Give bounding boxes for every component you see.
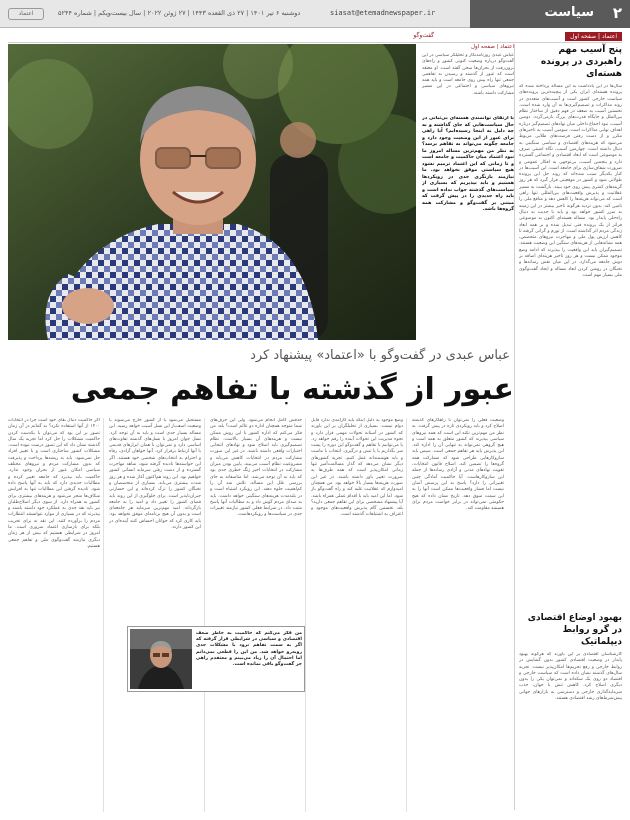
intro-column [422,44,514,340]
intro-text: عباس عبدی روزنامه‌نگار و تحلیلگر سیاسی در این گفت‌وگو درباره وضعیت کنونی کشور و راه‌های برون‌رفت از بحران‌ها سخن گفته است. او معتقد است که عبور از گذشته و رسیدن به تفاهمی جمعی تنها راه پیش روی جامعه است و باید همه نیروهای سیاسی و اجتماعی در این مسیر مشارکت داشته باشند. [422,53,514,96]
column-divider [204,418,205,812]
article-column-4: مستحیل می‌شود یا از کشور خارج می‌شوند یا وضعیت اسف‌بار این نسل آسیب خواهد رسید. این مساله بسیار جدی است و باید به آن توجه کرد. نسل جوان امروز با نسل‌های گذشته تفاوت‌های اساسی دارد و نمی‌توان با همان ابزارهای قدیمی با آنها ارتباط برقرار کرد. آنها خواهان آزادی، رفاه و احترام به انتخاب‌های شخصی خود هستند. اگر این خواسته‌ها نادیده گرفته شود، شاهد مهاجرت گسترده و از دست رفتن سرمایه انسانی کشور خواهیم بود. این روند هم‌اکنون آغاز شده و هر روز شدت بیشتری می‌یابد. بسیاری از متخصصان و نخبگان کشور را ترک کرده‌اند و این خسارتی جبران‌ناپذیر است. برای جلوگیری از این روند باید فضای کشور را تغییر داد و امید را به جامعه بازگرداند. امید مهم‌ترین سرمایه هر جامعه‌ای است و بدون آن هیچ برنامه‌ای موفق نخواهد بود. باید کاری کرد که جوانان احساس کنند آینده‌ای در این کشور دارند. [109,418,201,531]
inset-photo [130,629,192,689]
issue-date-line: دوشنبه ۶ تیر ۱۴۰۱ | ۲۷ ذی القعده ۱۴۴۳ | ۲۷ ژوئن ۲۰۲۲ | سال بیست‌ویکم | شماره ۵۲۴۴ [58,9,301,17]
article-column-3: حذفش کامل انجام می‌شود. ولی این حرف‌های شما متوجه همچنان اداره دو عالم است؟ بله، من فکر می‌کنم که اداره کشور با این روش ممکن نیست و هزینه‌های آن بسیار بالاست. نظام تصمیم‌گیری باید اصلاح شود و نهادهای انتخابی اختیارات واقعی داشته باشند. در غیر این صورت مشارکت مردم در انتخابات کاهش می‌یابد و مشروعیت نظام آسیب می‌بیند. پایین بودن میزان مشارکت در انتخابات اخیر زنگ خطری جدی بود که باید به آن توجه می‌شد. اما متاسفانه به جای بررسی علل این مساله، تلاش شد آن را کم‌اهمیت جلوه دهند. این رویکرد اشتباه است و در بلندمدت هزینه‌های سنگینی خواهد داشت. باید به صدای مردم گوش داد و به مطالبات آنها پاسخ مثبت داد. در شرایط فعلی کشور نیازمند تغییرات جدی در سیاست‌ها و رویکردهاست. [210,418,302,518]
article-kicker: عباس عبدی در گفت‌وگو با «اعتماد» پیشنهاد کرد [250,348,510,363]
divider [8,42,622,43]
intro-lead-text: با ارتقای توانمندی هسته‌ای بی‌ثباتی در حال سیاست‌هایی که جای گذاشته و به چه دلیل به اینجا رسیده‌ایم؟ آیا راهی برای عبور از این وضعیت وجود دارد و جامعه چگونه می‌تواند به تفاهم برسد؟ به نظر من مهم‌ترین مساله امروز ما نبود اعتماد میان حاکمیت و جامعه است و تا زمانی که این اعتماد ترمیم نشود هیچ سیاستی موفق نخواهد بود. ما نیازمند بازنگری جدی در رویکردها هستیم و باید بپذیریم که بسیاری از سیاست‌های گذشته جواب نداده است و باید راه جدیدی را در پیش گرفت که مبتنی بر گفت‌وگو و مشارکت همه گروه‌ها باشد. [422,116,514,212]
inset-portrait [130,629,192,689]
interview-photo [8,44,416,340]
section-title: سیاست [544,5,594,20]
portrait-illustration [8,44,416,340]
sidebar-body-2: کارشناسان اقتصادی بر این باورند که هرگونه بهبود پایدار در وضعیت اقتصادی کشور بدون گشایش در روابط خارجی و رفع تحریم‌ها امکان‌پذیر نیست. تجربه سال‌های گذشته نشان داده است که سیاست خارجی و اقتصاد دو روی یک سکه‌اند و نمی‌توان یکی را بدون دیگری اصلاح کرد. کاهش تنش با جهان، جذب سرمایه‌گذاری خارجی و دسترسی به بازارهای جهانی پیش‌شرط‌های رشد اقتصادی هستند. [519,652,622,702]
sidebar-body-1: سال‌ها در این یادداشت به این مساله پرداخته شده که پرونده هسته‌ای ایران یکی از پیچیده‌ترین پرونده‌های سیاست خارجی کشور است و آسیب‌های متعددی در روند مذاکرات و تصمیم‌گیری‌ها به آن وارد شده است. نخستین آسیب به ضعف در فهم دقیق از ساختار نظام بین‌الملل و جایگاه قدرت‌های بزرگ بازمی‌گردد. دومین آسیب، نبود اجماع داخلی میان نهادهای تصمیم‌گیر درباره اهداف نهایی مذاکرات است. سومین آسیب به تاخیرهای مکرر و از دست رفتن فرصت‌های طلایی مربوط می‌شود که هزینه‌های اقتصادی و سیاسی سنگینی به دنبال داشته است. چهارمین آسیب، نگاه امنیتی صرف به موضوعی است که ابعاد اقتصادی و اجتماعی گسترده دارد و پنجمین آسیب، بی‌توجهی به افکار عمومی و ضرورت شفاف‌سازی برای جامعه است. این آسیب‌ها در کنار یکدیگر سبب شده‌اند که روند حل این پرونده طولانی شود و کشور در موقعیتی قرار گیرد که هر روز گزینه‌های کمتری پیش روی خود ببیند. بازگشت به مسیر عقلانیت و پذیرش واقعیت‌های بین‌المللی تنها راهی است که می‌تواند هزینه‌ها را کاهش دهد و منافع ملی را تامین کند. بدون تردید هرگونه تاخیر بیشتر در این زمینه به ضرر کشور خواهد بود و باید با جدیت به دنبال راه‌حلی پایدار بود. مساله هسته‌ای اکنون به موضوعی فراتر از یک پرونده فنی تبدیل شده و بر همه ابعاد زندگی مردم اثر گذاشته است. از تورم و گرانی گرفته تا کاهش ارزش پول ملی و مهاجرت نیروهای متخصص، همه نشانه‌هایی از هزینه‌های سنگین این وضعیت هستند. تصمیم‌گیران باید این واقعیت را بپذیرند که ادامه وضع موجود ممکن نیست و هر روز تاخیر هزینه‌ای اضافه بر دوش جامعه می‌گذارد. در این میان نقش رسانه‌ها و نخبگان در روشن کردن ابعاد مساله و ایجاد گفت‌وگوی ملی بسیار مهم است. [519,84,622,278]
article-headline: عبور از گذشته با تفاهم جمعی [70,372,514,407]
section-email: siasat@etemadnewspaper.ir [330,9,436,17]
inset-quote-box [127,626,305,692]
sidebar-tag: اعتماد | صفحه اول [565,32,622,41]
interview-tag: گفت‌وگو [413,32,434,39]
sidebar-column [514,44,622,810]
article-column-5: اگر حاکمیت دنبال بقای خود است چرا در انتخابات ۱۴۰۰ از آنها استفاده نکرد؟ به گمانم در آن زمان تصور بر این بود که می‌توان با یکدست کردن حاکمیت مشکلات را حل کرد اما تجربه یک سال گذشته نشان داد که این تصور درست نبوده است. مشکلات کشور ساختاری است و با تغییر افراد حل نمی‌شود. باید به ریشه‌ها پرداخت و پذیرفت که بدون مشارکت مردم و نیروهای مختلف سیاسی امکان عبور از بحران وجود ندارد. حاکمیت باید بپذیرد که جامعه تغییر کرده و مطالبات جدیدی دارد که باید به آنها پاسخ داده شود. نادیده گرفتن این مطالبات تنها به افزایش شکاف‌ها منجر می‌شود و هزینه‌های بیشتری برای کشور به همراه دارد. از سوی دیگر اصلاح‌طلبان نیز باید نقد جدی به عملکرد خود داشته باشند و بپذیرند که در بسیاری از موارد نتوانستند انتظارات مردم را برآورده کنند. این نقد نه برای تخریب بلکه برای بازسازی اعتماد ضروری است. ما امروز در شرایطی هستیم که بیش از هر زمان دیگری نیازمند گفت‌وگوی ملی و تفاهم جمعی هستیم. [8,418,100,549]
inset-quote-text: من فکر می‌کنم که حاکمیت به خاطر ضعف اقتصادی و سیاسی در شرایطی قرار گرفته که اگر به سمت تفاهم نرود با مشکلات جدی روبه‌رو خواهد شد. من این را قطعی نمی‌دانم اما احتمال آن را زیاد می‌بینم و معتقدم راهی جز گفت‌وگو باقی نمانده است. [196,631,302,668]
column-divider [406,418,407,812]
sidebar-headline-1: پنج آسیب مهم راهبردی در پرونده هسته‌ای [540,45,622,79]
article-column-1: وضعیت فعلی را نمی‌توان با راهکارهای گذشته اصلاح کرد و باید رویکردی تازه در پیش گرفت. به نظر من مهم‌ترین نکته این است که همه نیروهای سیاسی بپذیرند که کشور متعلق به همه است و هیچ گروهی نمی‌تواند به تنهایی آن را اداره کند. این پذیرش پایه هر تفاهم جمعی است. سپس باید سازوکارهایی طراحی شود که مشارکت همه گروه‌ها را تضمین کند. اصلاح قانون انتخابات، تقویت نهادهای مدنی و آزادی رسانه‌ها از جمله این سازوکارهاست. آیا حاکمیت آمادگی چنین تغییراتی را دارد؟ پاسخ به این پرسش آسان نیست اما فشار واقعیت‌ها ممکن است آنها را به این سمت سوق دهد. تاریخ نشان داده که هیچ حکومتی نمی‌تواند در برابر خواست مردم برای همیشه مقاومت کند. [412,418,504,512]
page-header [0,0,630,28]
article-column-2: وضع موجود به دلیل اینکه پایه کارآمدی ندارد قابل دوام نیست. بسیاری از تحلیلگران بر این باورند که کشور در آستانه تحولات مهمی قرار دارد و نحوه مدیریت این تحولات آینده را رقم خواهد زد. یا می‌توانیم با تفاهم و گفت‌وگو این دوره را پشت سر بگذاریم یا با تنش و درگیری. انتخاب با ماست و باید هوشمندانه عمل کنیم. تجربه کشورهای دیگر نشان می‌دهد که گذار مسالمت‌آمیز تنها زمانی امکان‌پذیر است که همه طرف‌ها به ضرورت تغییر باور داشته باشند. در غیر این صورت هزینه‌ها بسیار بالا خواهد بود. من همچنان امیدوارم که عقلانیت غلبه کند و راه گفت‌وگو باز شود. اما این امید باید با اقدام عملی همراه باشد. آیا پیشنهاد مشخصی برای این تفاهم جمعی دارید؟ بله، نخستین گام پذیرش واقعیت‌های موجود و اعتراف به اشتباهات گذشته است. [311,418,403,518]
newspaper-logo: اعتماد [8,8,44,20]
tag-bar [8,32,622,42]
column-divider [305,418,306,812]
column-divider [103,418,104,812]
intro-byline: اعتماد | صفحه اول [470,44,514,50]
sidebar-headline-2: بهبود اوضاع اقتصادی در گرو روابط دیپلماتیک [527,613,622,647]
page-number: ۲ [612,4,622,22]
